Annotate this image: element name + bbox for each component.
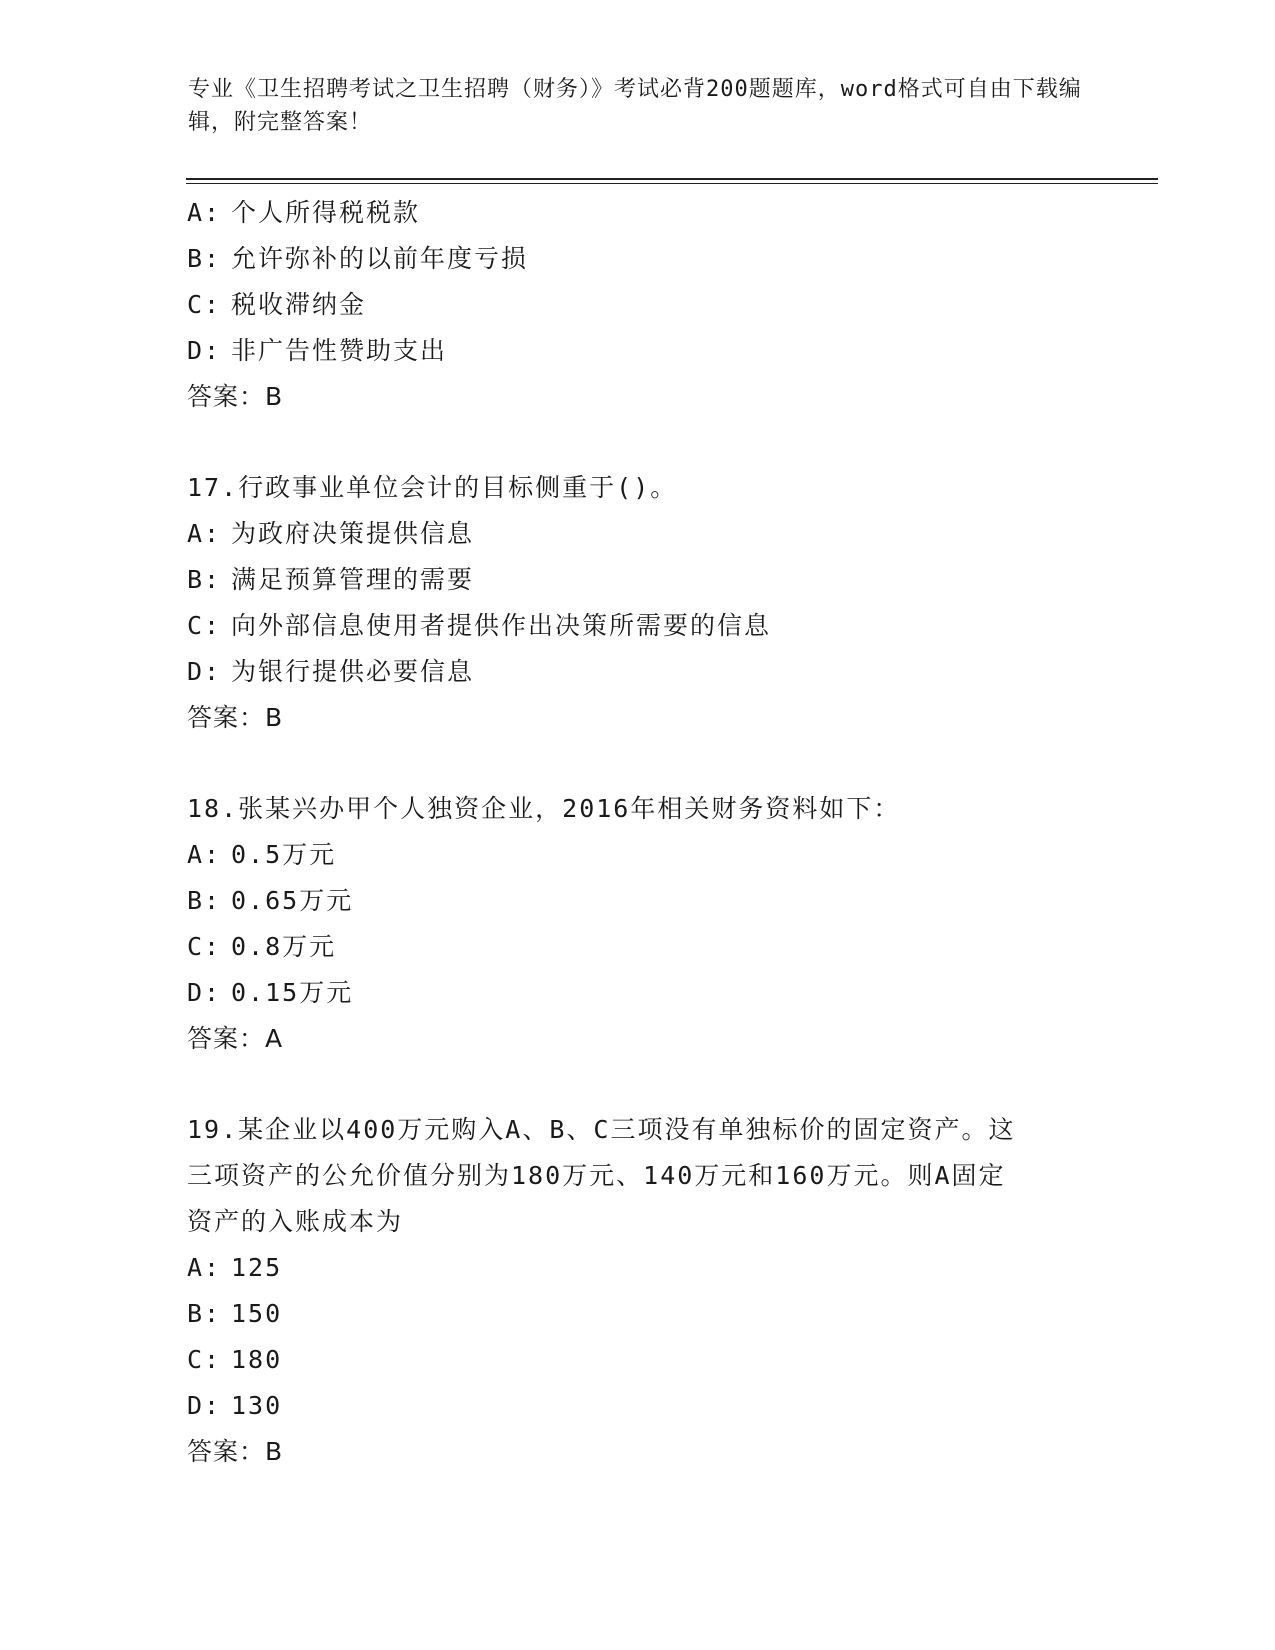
option-c (187, 603, 1087, 649)
question-stem: 18.张某兴办甲个人独资企业，2016年相关财务资料如下： (187, 794, 901, 823)
option-letter: B: (187, 1299, 222, 1328)
option-b (187, 557, 1087, 603)
spacer (187, 1062, 1087, 1107)
option-text: 125 (231, 1253, 283, 1282)
answer-line: 答案：B (187, 1437, 284, 1466)
option-text: 非广告性赞助支出 (231, 336, 448, 365)
option-d (187, 1383, 1087, 1429)
option-letter: A: (187, 840, 222, 869)
option-a (187, 1245, 1087, 1291)
question-stem: 17.行政事业单位会计的目标侧重于()。 (187, 473, 678, 502)
question-stem-line-1: 19.某企业以400万元购入A、B、C三项没有单独标价的固定资产。这 (187, 1115, 1016, 1144)
spacer (187, 420, 1087, 465)
option-b (187, 1291, 1087, 1337)
option-c (187, 1337, 1087, 1383)
option-text: 150 (231, 1299, 283, 1328)
option-a (187, 832, 1087, 878)
question-stem-line-2: 三项资产的公允价值分别为180万元、140万元和160万元。则A固定 (187, 1161, 1006, 1190)
question-18 (187, 786, 1087, 1062)
option-letter: D: (187, 657, 222, 686)
option-a (187, 511, 1087, 557)
option-letter: D: (187, 336, 222, 365)
question-17 (187, 465, 1087, 741)
answer-line: 答案：A (187, 1024, 284, 1053)
option-c (187, 282, 1087, 328)
option-letter: B: (187, 565, 222, 594)
option-letter: C: (187, 1345, 222, 1374)
option-b (187, 878, 1087, 924)
option-text: 0.15万元 (231, 978, 354, 1007)
option-letter: B: (187, 886, 222, 915)
option-letter: B: (187, 244, 222, 273)
option-text: 允许弥补的以前年度亏损 (231, 244, 529, 273)
option-text: 满足预算管理的需要 (231, 565, 475, 594)
document-header: 专业《卫生招聘考试之卫生招聘（财务）》考试必背200题题库，word格式可自由下载编辑，附完整答案！ (188, 77, 1082, 135)
option-text: 130 (231, 1391, 283, 1420)
option-d (187, 328, 1087, 374)
option-letter: A: (187, 198, 222, 227)
option-letter: A: (187, 519, 222, 548)
option-text: 为政府决策提供信息 (231, 519, 475, 548)
header-rule-thick (186, 178, 1158, 180)
option-letter: D: (187, 1391, 222, 1420)
option-letter: C: (187, 290, 222, 319)
option-letter: D: (187, 978, 222, 1007)
option-text: 0.8万元 (231, 932, 337, 961)
option-text: 180 (231, 1345, 283, 1374)
option-text: 为银行提供必要信息 (231, 657, 475, 686)
option-text: 个人所得税税款 (231, 198, 421, 227)
option-text: 0.5万元 (231, 840, 337, 869)
spacer (187, 741, 1087, 786)
answer-line: 答案：B (187, 703, 284, 732)
question-19 (187, 1107, 1087, 1475)
option-c (187, 924, 1087, 970)
option-b (187, 236, 1087, 282)
option-d (187, 649, 1087, 695)
option-a (187, 190, 1087, 236)
option-letter: A: (187, 1253, 222, 1282)
option-letter: C: (187, 611, 222, 640)
header-rule-thin (186, 183, 1158, 184)
answer-line: 答案：B (187, 382, 284, 411)
question-list (187, 190, 1087, 1475)
option-text: 税收滞纳金 (231, 290, 367, 319)
option-text: 0.65万元 (231, 886, 354, 915)
option-text: 向外部信息使用者提供作出决策所需要的信息 (231, 611, 772, 640)
option-d (187, 970, 1087, 1016)
question-16-continued (187, 190, 1087, 420)
option-letter: C: (187, 932, 222, 961)
question-stem-line-3: 资产的入账成本为 (187, 1207, 404, 1236)
